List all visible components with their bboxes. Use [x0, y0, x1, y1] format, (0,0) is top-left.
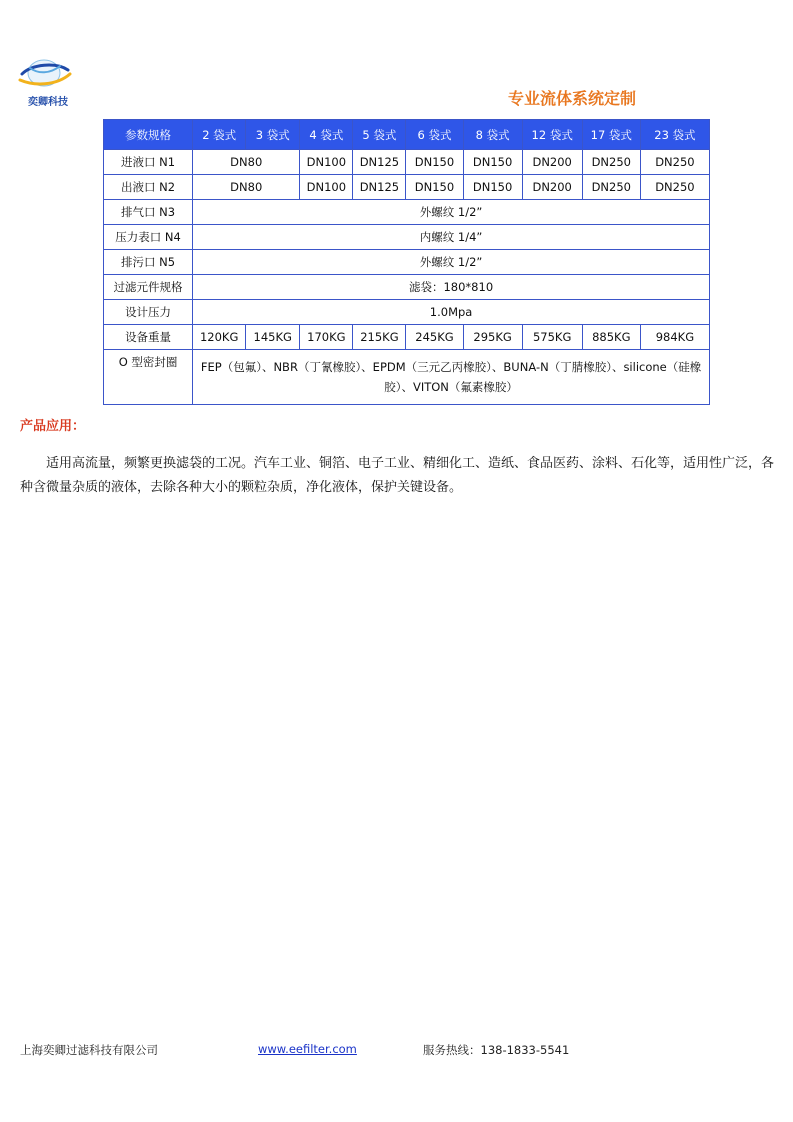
spec-table	[103, 119, 710, 405]
table-cell: DN150	[406, 175, 463, 200]
table-cell: DN250	[582, 175, 640, 200]
table-row-weight	[104, 325, 710, 350]
row-label: 设计压力	[104, 300, 193, 325]
table-cell: DN150	[463, 175, 522, 200]
table-cell: DN100	[300, 150, 353, 175]
table-cell: 575KG	[522, 325, 582, 350]
table-row-gauge	[104, 225, 710, 250]
table-row-drain	[104, 250, 710, 275]
row-label: 进液口 N1	[104, 150, 193, 175]
table-cell: 内螺纹 1/4”	[193, 225, 710, 250]
table-cell: 外螺纹 1/2”	[193, 200, 710, 225]
section-title: 产品应用：	[20, 419, 86, 434]
table-row-element	[104, 275, 710, 300]
table-cell: DN125	[353, 175, 406, 200]
table-cell: 170KG	[300, 325, 353, 350]
table-cell: DN80	[193, 175, 300, 200]
footer-phone: 服务热线：138-1833-5541	[423, 1043, 570, 1057]
table-cell: DN250	[582, 150, 640, 175]
table-cell: DN250	[640, 175, 709, 200]
header-cell: 17 袋式	[582, 120, 640, 150]
row-label: O 型密封圈	[104, 350, 193, 405]
table-cell: 120KG	[193, 325, 246, 350]
row-label: 过滤元件规格	[104, 275, 193, 300]
row-label: 出液口 N2	[104, 175, 193, 200]
header-cell: 12 袋式	[522, 120, 582, 150]
table-cell: DN200	[522, 175, 582, 200]
row-label: 设备重量	[104, 325, 193, 350]
table-cell: 滤袋：180*810	[193, 275, 710, 300]
table-cell: DN150	[463, 150, 522, 175]
table-row-outlet	[104, 175, 710, 200]
table-cell: 145KG	[246, 325, 300, 350]
application-paragraph: 适用高流量，频繁更换滤袋的工况。汽车工业、铜箔、电子工业、精细化工、造纸、食品医药、涂料、石化等，适用性广泛，各种含微量杂质的液体，去除各种大小的颗粒杂质，净化液体，保护关键设备。	[20, 456, 775, 495]
header-cell: 3 袋式	[246, 120, 300, 150]
table-cell: DN200	[522, 150, 582, 175]
row-label: 压力表口 N4	[104, 225, 193, 250]
table-header-row	[104, 120, 710, 150]
table-cell: 984KG	[640, 325, 709, 350]
table-cell: 245KG	[406, 325, 463, 350]
globe-logo-icon	[16, 56, 72, 96]
header-cell: 6 袋式	[406, 120, 463, 150]
table-cell: 215KG	[353, 325, 406, 350]
table-cell: 885KG	[582, 325, 640, 350]
table-cell: 295KG	[463, 325, 522, 350]
footer-company: 上海奕卿过滤科技有限公司	[20, 1043, 158, 1057]
header-title: 专业流体系统定制	[508, 89, 637, 108]
header-cell: 4 袋式	[300, 120, 353, 150]
table-row-inlet	[104, 150, 710, 175]
header-cell: 8 袋式	[463, 120, 522, 150]
footer-website-link[interactable]: www.eefilter.com	[258, 1042, 357, 1056]
table-cell: DN100	[300, 175, 353, 200]
table-cell: DN150	[406, 150, 463, 175]
table-cell: 外螺纹 1/2”	[193, 250, 710, 275]
logo-text: 奕卿科技	[28, 97, 68, 108]
table-cell: DN80	[193, 150, 300, 175]
table-cell: DN250	[640, 150, 709, 175]
table-row-seal	[104, 350, 710, 405]
row-label: 排污口 N5	[104, 250, 193, 275]
company-logo	[16, 56, 72, 106]
table-cell: DN125	[353, 150, 406, 175]
header-cell: 参数规格	[104, 120, 193, 150]
header-cell: 5 袋式	[353, 120, 406, 150]
table-cell: FEP（包氟）、NBR（丁氰橡胶）、EPDM（三元乙丙橡胶）、BUNA-N（丁腈橡胶）、silicone（硅橡胶）、VITON（氟素橡胶）	[193, 350, 710, 405]
row-label: 排气口 N3	[104, 200, 193, 225]
table-row-vent	[104, 200, 710, 225]
table-row-pressure	[104, 300, 710, 325]
header-cell: 23 袋式	[640, 120, 709, 150]
table-cell: 1.0Mpa	[193, 300, 710, 325]
header-cell: 2 袋式	[193, 120, 246, 150]
